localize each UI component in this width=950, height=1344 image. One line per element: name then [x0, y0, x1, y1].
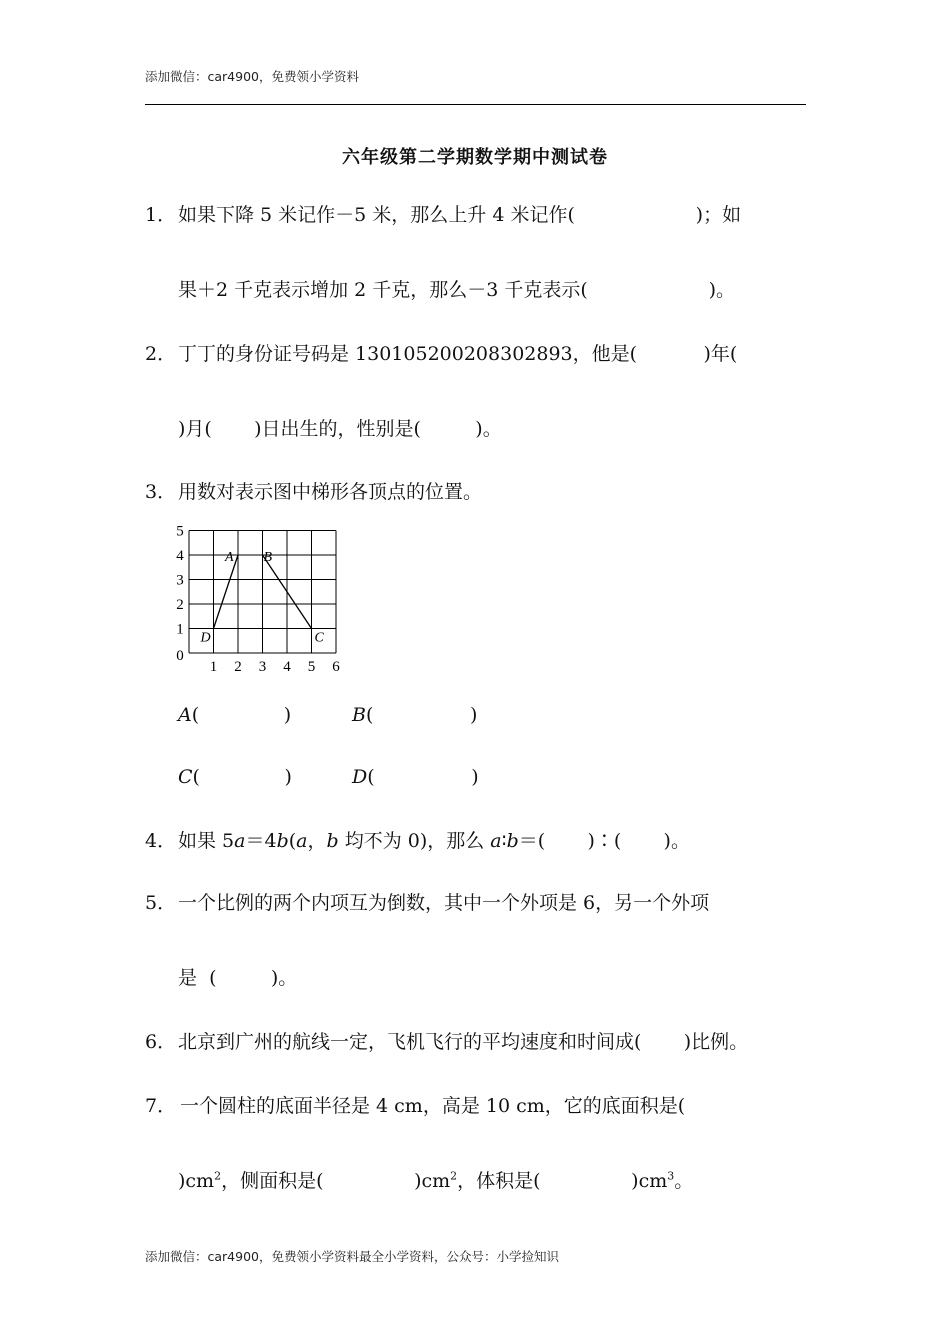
- q2-line1: 丁丁的身份证号码是 130105200208302893，他是( )年(: [178, 343, 738, 365]
- q1-line1: 如果下降 5 米记作－5 米，那么上升 4 米记作( )；如: [178, 204, 742, 226]
- page-footer: 添加微信：car4900，免费领小学资料最全小学资料，公众号：小学捡知识: [145, 1249, 559, 1264]
- point-label-c: C: [314, 630, 324, 646]
- point-c-blank: ( ): [192, 766, 292, 788]
- point-b-label: B: [352, 704, 366, 726]
- q1-line2: 果＋2 千克表示增加 2 千克，那么－3 千克表示( )。: [178, 279, 736, 301]
- q1-number: 1．: [145, 204, 177, 226]
- y-tick-1: 1: [176, 621, 184, 638]
- q5-number: 5．: [145, 892, 177, 914]
- q7-line2: )$cm^2$，侧面积是( )$cm^2$，体积是( )$cm^3$。: [178, 1169, 694, 1192]
- y-tick-3: 3: [176, 572, 184, 589]
- page-title: 六年级第二学期数学期中测试卷: [342, 147, 608, 168]
- x-tick-2: 2: [234, 659, 242, 675]
- trapezoid-grid-figure: [168, 520, 353, 678]
- q3-answer-c: [178, 764, 292, 790]
- q5-line1: 一个比例的两个内项互为倒数，其中一个外项是 6，另一个外项: [178, 892, 710, 914]
- q6-line1: 北京到广州的航线一定，飞机飞行的平均速度和时间成( )比例。: [178, 1031, 749, 1053]
- q7-line1: 一个圆柱的底面半径是 4 cm，高是 10 cm，它的底面积是(: [180, 1095, 686, 1117]
- y-tick-4: 4: [176, 548, 184, 564]
- q4-line1: 如果 5a＝4b(a，b 均不为 0)，那么 a∶b＝( )∶( )。: [178, 830, 690, 852]
- q4-number: 4．: [145, 830, 177, 852]
- point-b-blank: ( ): [365, 704, 478, 726]
- q7-number: 7．: [145, 1095, 177, 1117]
- x-tick-5: 5: [307, 659, 316, 675]
- y-tick-5: 5: [176, 523, 184, 540]
- axis-ticks: [176, 524, 340, 676]
- q3-line1: 用数对表示图中梯形各顶点的位置。: [178, 481, 483, 503]
- q3-answer-d: [352, 764, 479, 790]
- q5-line2: 是 ( )。: [178, 967, 298, 989]
- x-tick-1: 1: [209, 659, 218, 675]
- q2-number: 2．: [145, 343, 177, 365]
- segment-DA: [214, 555, 239, 629]
- point-label-b: B: [263, 550, 273, 565]
- point-d-label: D: [352, 766, 368, 788]
- x-tick-6: 6: [332, 659, 340, 675]
- q2-line2: )月( )日出生的，性别是( )。: [178, 418, 502, 440]
- point-c-label: C: [178, 766, 193, 788]
- header-divider: [145, 104, 806, 105]
- point-label-a: A: [225, 550, 234, 565]
- y-tick-2: 2: [176, 597, 184, 613]
- point-a-blank: ( ): [191, 704, 292, 726]
- point-label-d: D: [200, 630, 211, 646]
- q3-answer-b: [352, 702, 477, 728]
- point-a-label: A: [178, 704, 192, 726]
- page-header: 添加微信：car4900，免费领小学资料: [145, 69, 359, 84]
- q6-number: 6．: [145, 1031, 177, 1053]
- point-d-blank: ( ): [367, 766, 479, 788]
- q3-answer-a: [178, 702, 291, 728]
- x-tick-4: 4: [283, 659, 291, 675]
- y-tick-0: 0: [176, 648, 184, 664]
- q3-number: 3．: [145, 481, 177, 503]
- x-tick-3: 3: [258, 659, 267, 675]
